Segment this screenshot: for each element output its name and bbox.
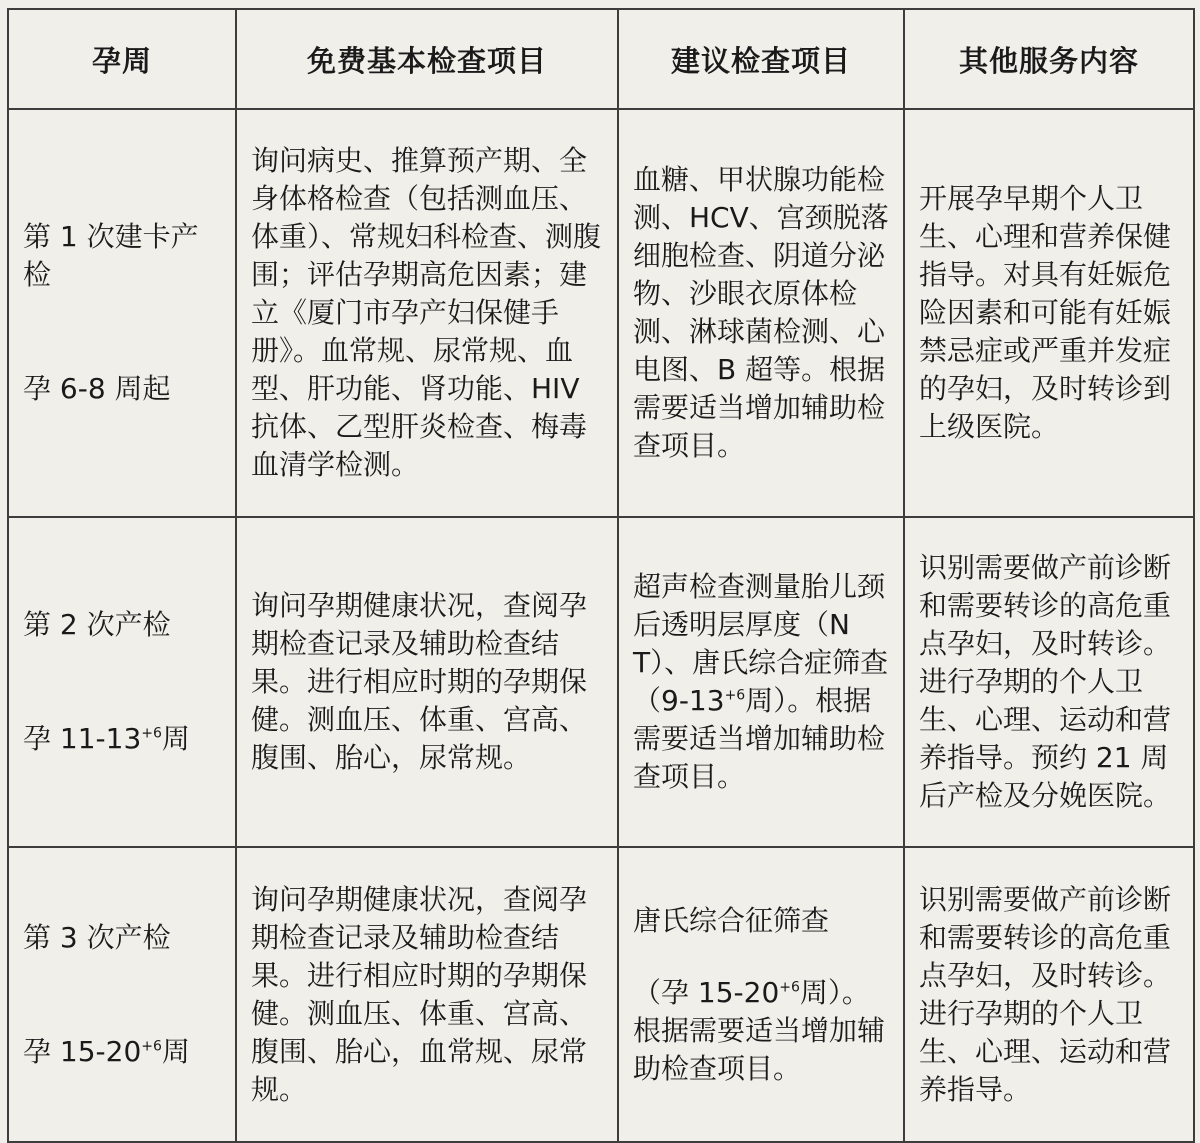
week-cell bbox=[8, 847, 236, 1142]
header-suggested-exams: 建议检查项目 bbox=[618, 9, 904, 109]
basic-exams-cell: 询问孕期健康状况，查阅孕期检查记录及辅助检查结果。进行相应时期的孕期保健。测血压、体重、宫高、腹围、胎心，尿常规。 bbox=[236, 517, 618, 847]
period-label bbox=[23, 720, 223, 758]
week-cell bbox=[8, 109, 236, 517]
table-row bbox=[8, 517, 1194, 847]
period-sup: +6 bbox=[141, 1038, 162, 1055]
suggested-sup: +6 bbox=[779, 979, 800, 996]
period-suffix: 周 bbox=[161, 1034, 190, 1068]
other-services-cell: 开展孕早期个人卫生、心理和营养保健指导。对具有妊娠危险因素和可能有妊娠禁忌症或严重并发症的孕妇，及时转诊到上级医院。 bbox=[904, 109, 1194, 517]
period-suffix: 周 bbox=[161, 722, 190, 755]
period-sup: +6 bbox=[141, 725, 162, 742]
suggested-prefix: 超声检查测量胎儿颈后透明层厚度（NT）、唐氏综合症筛查（9-13 bbox=[633, 570, 889, 717]
period-label bbox=[23, 1033, 223, 1071]
suggested-sup: +6 bbox=[724, 687, 746, 704]
other-services-cell: 识别需要做产前诊断和需要转诊的高危重点孕妇，及时转诊。进行孕期的个人卫生、心理、运动和营养指导。 bbox=[904, 847, 1194, 1142]
suggested-suffix: 周）。根据需要适当增加辅助检查项目。 bbox=[633, 975, 886, 1085]
suggested-prefix: （孕 15-20 bbox=[633, 975, 780, 1009]
period-label: 孕 6-8 周起 bbox=[23, 372, 171, 405]
basic-exams-cell: 询问病史、推算预产期、全身体格检查（包括测血压、体重）、常规妇科检查、测腹围；评估孕期高危因素；建立《厦门市孕产妇保健手册》。血常规、尿常规、血型、肝功能、肾功能、HIV 抗体、乙型肝炎检查、梅毒血清学检测。 bbox=[236, 109, 618, 517]
table-header-row bbox=[8, 9, 1194, 109]
suggested-exams-cell: 血糖、甲状腺功能检测、HCV、宫颈脱落细胞检查、阴道分泌物、沙眼衣原体检测、淋球菌检测、心电图、B 超等。根据需要适当增加辅助检查项目。 bbox=[618, 109, 904, 517]
period-prefix: 孕 15-20 bbox=[23, 1034, 142, 1068]
week-cell bbox=[8, 517, 236, 847]
visit-label: 第 1 次建卡产检 bbox=[23, 220, 199, 291]
suggested-exams-cell bbox=[618, 847, 904, 1142]
table-row bbox=[8, 109, 1194, 517]
basic-exams-cell: 询问孕期健康状况，查阅孕期检查记录及辅助检查结果。进行相应时期的孕期保健。测血压、体重、宫高、腹围、胎心，血常规、尿常规。 bbox=[236, 847, 618, 1142]
visit-label: 第 2 次产检 bbox=[23, 608, 171, 641]
suggested-line1: 唐氏综合征筛查 bbox=[633, 903, 830, 937]
table-row bbox=[8, 847, 1194, 1142]
suggested-suffix: 周）。根据需要适当增加辅助检查项目。 bbox=[633, 684, 886, 793]
suggested-exams-cell bbox=[618, 517, 904, 847]
header-other-services: 其他服务内容 bbox=[904, 9, 1194, 109]
period-prefix: 孕 11-13 bbox=[23, 722, 142, 755]
header-gestational-week: 孕周 bbox=[8, 9, 236, 109]
other-services-cell: 识别需要做产前诊断和需要转诊的高危重点孕妇，及时转诊。进行孕期的个人卫生、心理、运动和营养指导。预约 21 周后产检及分娩医院。 bbox=[904, 517, 1194, 847]
prenatal-checkup-table bbox=[7, 8, 1195, 1143]
visit-label: 第 3 次产检 bbox=[23, 920, 171, 954]
header-free-basic-exams: 免费基本检查项目 bbox=[236, 9, 618, 109]
